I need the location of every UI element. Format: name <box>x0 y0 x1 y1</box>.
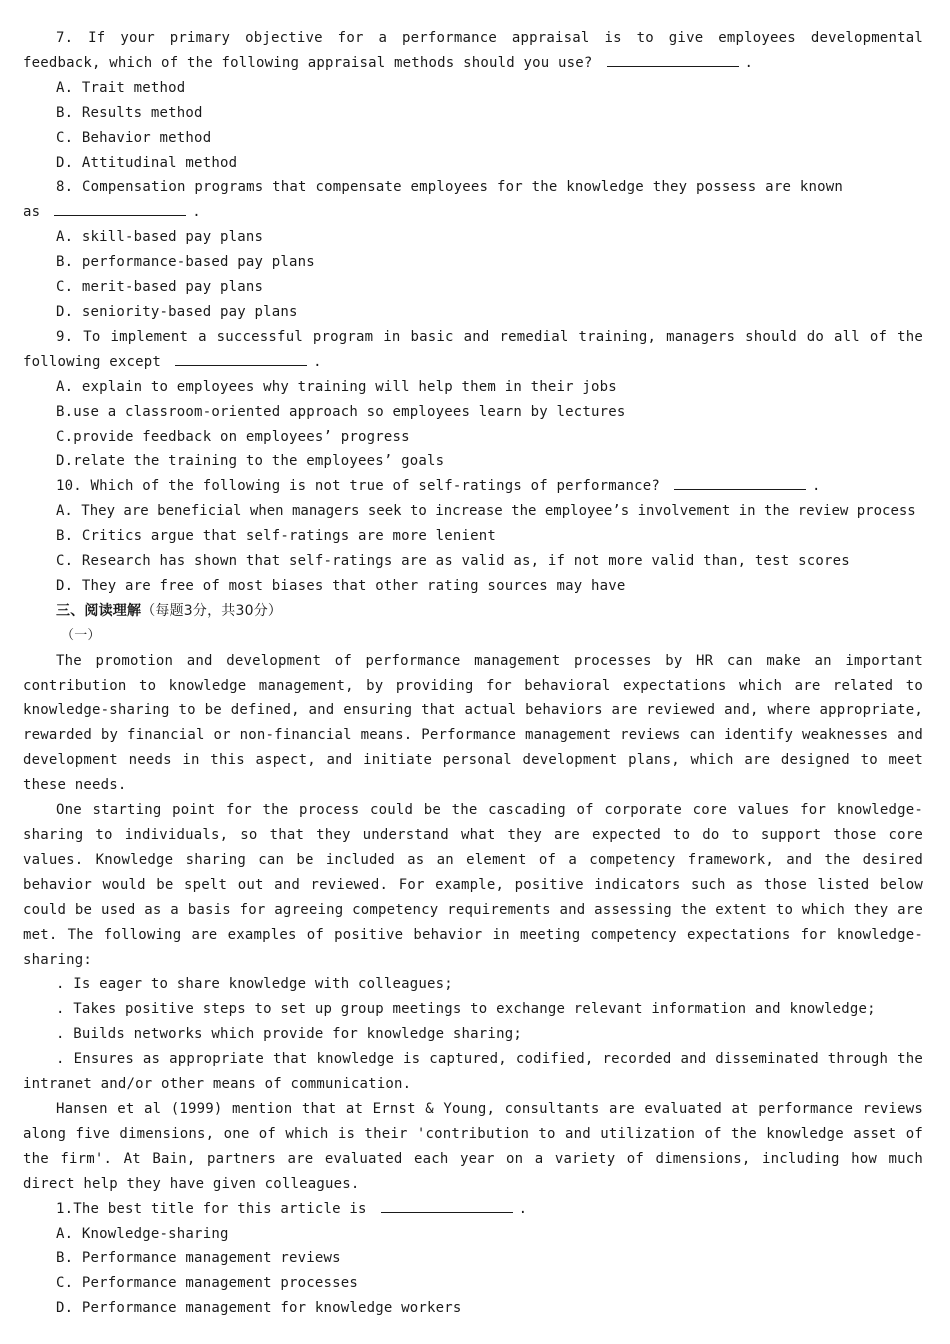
passage-number: （一） <box>61 627 101 643</box>
reading-question-1-option-d: D. Performance management for knowledge workers <box>56 1300 462 1317</box>
passage-bullet-3: . Builds networks which provide for knowledge sharing; <box>56 1026 522 1043</box>
answer-blank <box>54 201 186 216</box>
question-10-option-a: A. They are beneficial when managers seek to increase the employee’s involvement in the review process <box>56 503 916 520</box>
question-8-option-d: D. seniority-based pay plans <box>56 303 298 320</box>
question-8-option-a: A. skill-based pay plans <box>56 229 264 246</box>
section-title: 三、阅读理解 <box>56 602 142 619</box>
question-7-option-d: D. Attitudinal method <box>56 154 238 171</box>
exam-page <box>23 26 923 1321</box>
question-9-stem <box>23 325 923 375</box>
section-score-note: （每题3分，共30分） <box>141 602 283 619</box>
answer-blank <box>607 52 739 67</box>
reading-question-1-text: 1.The best title for this article is <box>56 1200 367 1217</box>
question-9-option-d: D.relate the training to the employees’ goals <box>56 453 445 470</box>
question-10-option-b: B. Critics argue that self-ratings are more lenient <box>56 528 497 545</box>
question-end-mark: . <box>192 204 201 221</box>
question-7-option-a: A. Trait method <box>56 79 186 96</box>
answer-blank <box>674 475 806 490</box>
question-8-stem <box>23 175 923 225</box>
passage-paragraph-2: One starting point for the process could be the cascading of corporate core values for knowledge-sharing to individuals, so that they understand what they are expected to do to support those core values. Knowledge sharing can be included as an element of a competency framework, and the desired behavior would be spelt out and reviewed. For example, positive indicators such as those listed below could be used as a basis for agreeing competency requirements and assessing the extent to which they are met. The following are examples of positive behavior in meeting competency expectations for knowledge-sharing: <box>23 802 923 968</box>
reading-question-1-option-c: C. Performance management processes <box>56 1275 359 1292</box>
answer-blank <box>175 351 307 366</box>
question-10-option-d: D. They are free of most biases that other rating sources may have <box>56 577 626 594</box>
question-9-text: 9. To implement a successful program in basic and remedial training, managers should do all of the following except <box>23 328 923 370</box>
question-10-text: 10. Which of the following is not true of self-ratings of performance? <box>56 478 661 495</box>
question-7-text: 7. If your primary objective for a performance appraisal is to give employees developmental feedback, which of the following appraisal methods should you use? <box>23 30 923 71</box>
question-7-option-b: B. Results method <box>56 104 203 121</box>
question-9-option-b: B.use a classroom-oriented approach so employees learn by lectures <box>56 403 626 420</box>
question-end-mark: . <box>812 478 821 495</box>
question-10-option-c: C. Research has shown that self-ratings are as valid as, if not more valid than, test scores <box>56 553 850 570</box>
passage-bullet-2: . Takes positive steps to set up group meetings to exchange relevant information and knowledge; <box>56 1001 876 1018</box>
question-7-option-c: C. Behavior method <box>56 129 212 146</box>
question-8-option-b: B. performance-based pay plans <box>56 254 315 271</box>
reading-question-1-stem <box>23 1197 923 1222</box>
passage-paragraph-1: The promotion and development of performance management processes by HR can make an important contribution to knowledge management, by providing for behavioral expectations which are related to knowledge-sharing to be defined, and ensuring that actual behaviors are reviewed and, where appropriate, rewarded by financial or non-financial means. Performance management reviews can identify weaknesses and development needs in this aspect, and initiate personal development plans, which are designed to meet these needs. <box>23 652 923 794</box>
question-end-mark: . <box>518 1200 528 1217</box>
section-heading <box>23 599 923 624</box>
passage-bullet-4: . Ensures as appropriate that knowledge is captured, codified, recorded and disseminated through the intranet and/or other means of communication. <box>23 1051 923 1093</box>
question-10-stem <box>23 474 923 499</box>
question-9-option-a: A. explain to employees why training will help them in their jobs <box>56 378 617 395</box>
question-7-stem <box>23 26 923 76</box>
reading-question-1-option-a: A. Knowledge-sharing <box>56 1225 229 1242</box>
answer-blank <box>381 1198 513 1213</box>
passage-paragraph-3: Hansen et al (1999) mention that at Ernst & Young, consultants are evaluated at performance reviews along five dimensions, one of which is their 'contribution to and utilization of the knowledge asset of the firm'. At Bain, partners are evaluated each year on a variety of dimensions, including how much direct help they have given colleagues. <box>23 1100 923 1192</box>
question-9-option-c: C.provide feedback on employees’ progress <box>56 428 410 445</box>
question-8-option-c: C. merit-based pay plans <box>56 279 264 296</box>
reading-question-1-option-b: B. Performance management reviews <box>56 1250 341 1267</box>
question-end-mark: . <box>744 54 754 71</box>
question-8-text: 8. Compensation programs that compensate employees for the knowledge they possess are known as <box>23 179 843 221</box>
passage-bullet-1: . Is eager to share knowledge with colleagues; <box>56 976 453 993</box>
question-end-mark: . <box>313 353 322 370</box>
